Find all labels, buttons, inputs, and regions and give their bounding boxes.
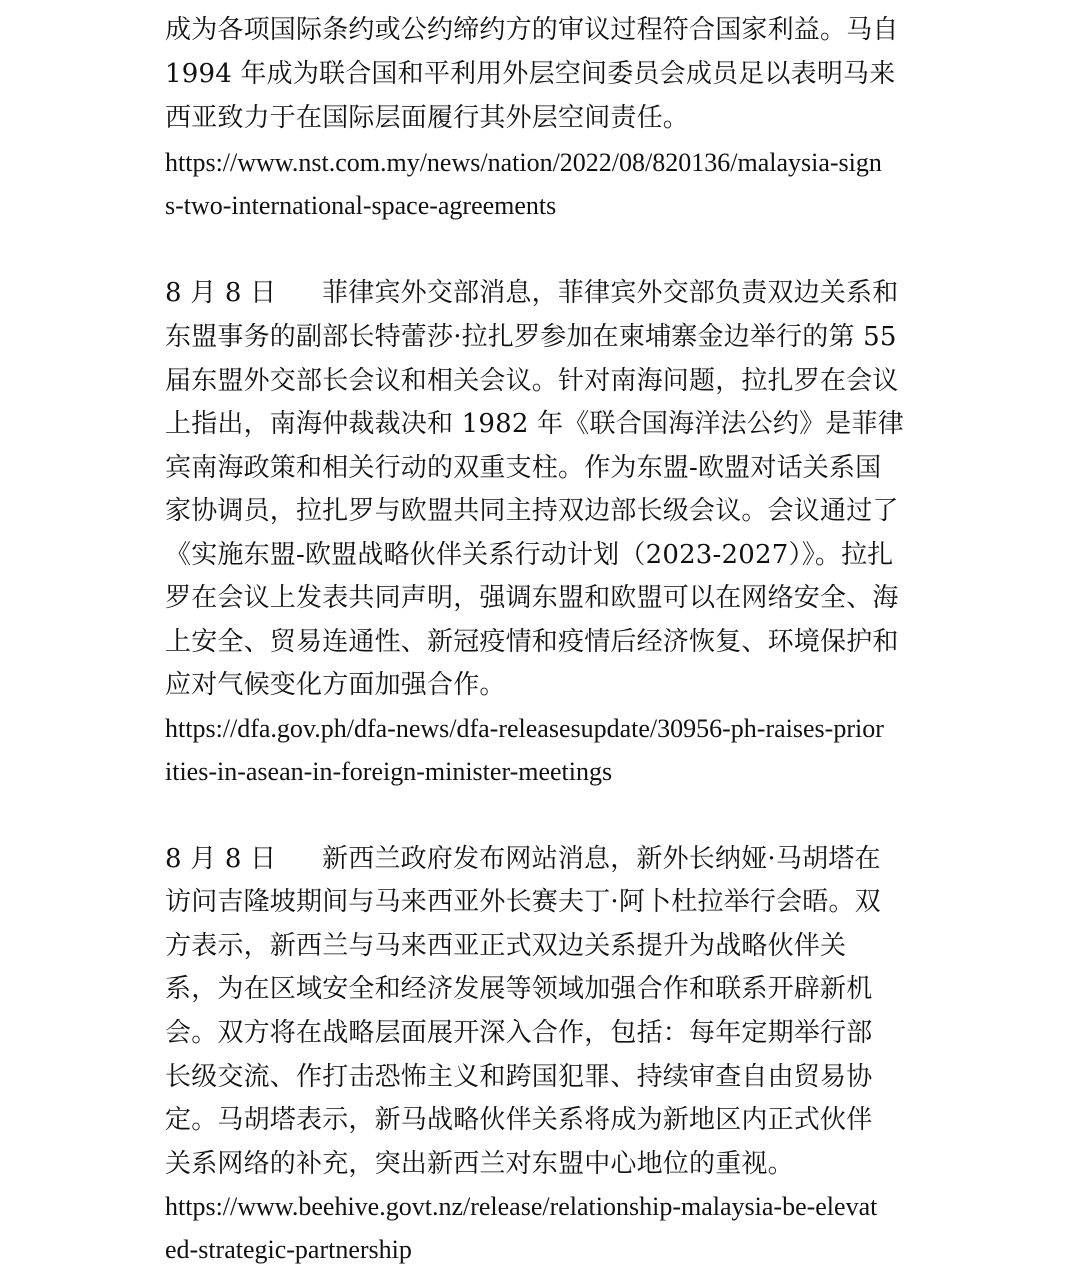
body-text-line: 定。马胡塔表示，新马战略伙伴关系将成为新地区内正式伙伴 [165, 1105, 873, 1135]
body-text-line: 家协调员，拉扎罗与欧盟共同主持双边部长级会议。会议通过了 [165, 496, 899, 526]
body-text-line: 系，为在区域安全和经济发展等领域加强合作和联系开辟新机 [165, 974, 873, 1004]
body-text-line: 届东盟外交部长会议和相关会议。针对南海问题，拉扎罗在会议 [165, 366, 899, 396]
source-url-line: https://www.nst.com.my/news/nation/2022/08/820136/malaysia-sign [165, 148, 882, 177]
entry-date: 8 月 8 日 [165, 844, 277, 874]
body-text-line: 应对气候变化方面加强合作。 [165, 670, 506, 700]
body-text-line: 长级交流、作打击恐怖主义和跨国犯罪、持续审查自由贸易协 [165, 1062, 873, 1092]
body-text-line: 罗在会议上发表共同声明，强调东盟和欧盟可以在网络安全、海 [165, 583, 899, 613]
body-text-line: 上指出，南海仲裁裁决和 1982 年《联合国海洋法公约》是菲律 [165, 409, 904, 439]
body-text-line: 新西兰政府发布网站消息，新外长纳娅·马胡塔在 [322, 844, 881, 874]
body-text-line: 《实施东盟-欧盟战略伙伴关系行动计划（2023-2027）》。拉扎 [165, 540, 894, 570]
entry-first-line [165, 837, 920, 881]
body-text-line: 1994 年成为联合国和平利用外层空间委员会成员足以表明马来 [165, 59, 896, 89]
body-text-line: 东盟事务的副部长特蕾莎·拉扎罗参加在柬埔寨金边举行的第 55 [165, 322, 897, 352]
body-text-line: 菲律宾外交部消息，菲律宾外交部负责双边关系和 [322, 278, 899, 308]
body-text-line: 方表示，新西兰与马来西亚正式双边关系提升为战略伙伴关 [165, 931, 847, 961]
source-url-line: https://www.beehive.govt.nz/release/relationship-malaysia-be-elevat [165, 1192, 878, 1221]
source-url-line: ities-in-asean-in-foreign-minister-meetings [165, 757, 613, 786]
body-text-line: 会。双方将在战略层面展开深入合作，包括：每年定期举行部 [165, 1018, 873, 1048]
body-text-line: 关系网络的补充，突出新西兰对东盟中心地位的重视。 [165, 1149, 794, 1179]
source-url-line: s-two-international-space-agreements [165, 191, 557, 220]
body-text-line: 访问吉隆坡期间与马来西亚外长赛夫丁·阿卜杜拉举行会晤。双 [165, 887, 881, 917]
body-text-line: 上安全、贸易连通性、新冠疫情和疫情后经济恢复、环境保护和 [165, 627, 899, 657]
body-text-line: 西亚致力于在国际层面履行其外层空间责任。 [165, 103, 690, 133]
body-text-line: 宾南海政策和相关行动的双重支柱。作为东盟-欧盟对话关系国 [165, 453, 882, 483]
entry-date: 8 月 8 日 [165, 278, 277, 308]
source-url-line: ed-strategic-partnership [165, 1235, 412, 1264]
entry-first-line [165, 271, 920, 315]
body-text-line: 成为各项国际条约或公约缔约方的审议过程符合国家利益。马自 [165, 15, 899, 45]
source-url-line: https://dfa.gov.ph/dfa-news/dfa-releasesupdate/30956-ph-raises-prior [165, 714, 884, 743]
